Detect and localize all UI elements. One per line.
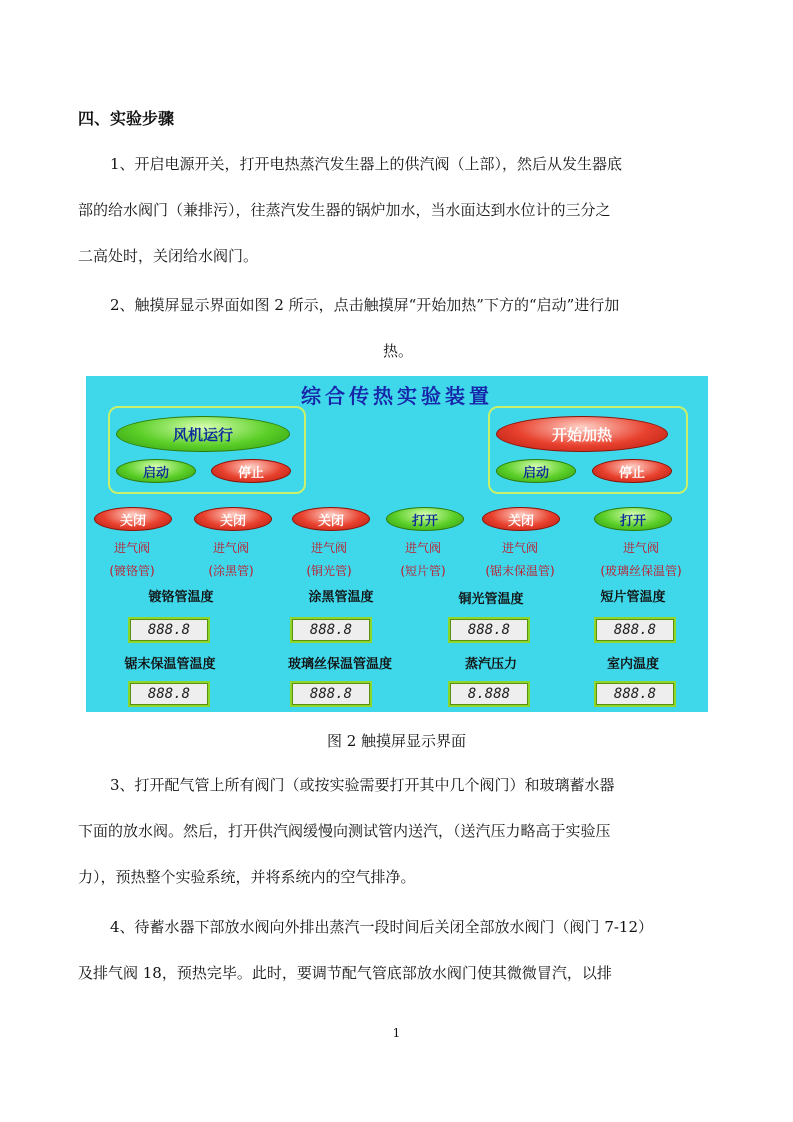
heating-label: 开始加热: [551, 425, 612, 444]
valve-button-short[interactable]: [386, 507, 464, 531]
measure-label: 涂黑管温度: [308, 590, 374, 605]
text-line: 及排气阀 18，预热完毕。此时，要调节配气管底部放水阀门使其微微冒汽，以排: [78, 964, 612, 982]
fan-stop-button[interactable]: [211, 459, 291, 483]
pressure-display: 8.888: [448, 681, 530, 707]
valve-label-line1: 进气阀: [501, 541, 538, 555]
temperature-display: 888.8: [290, 617, 372, 643]
figure-caption: 图 2 触摸屏显示界面: [326, 732, 467, 750]
valve-button-glassfiber[interactable]: [594, 507, 672, 531]
panel-title: 综合传热实验装置: [301, 384, 493, 408]
valve-label-line1: 进气阀: [212, 541, 249, 555]
valve-label-line1: 进气阀: [622, 541, 659, 555]
heat-start-button[interactable]: [496, 459, 576, 483]
valve-label: [288, 539, 370, 579]
paragraph-step-4: [78, 904, 718, 996]
measure-label: 短片管温度: [600, 590, 666, 605]
valve-button-chrome[interactable]: [94, 507, 172, 531]
valve-label: [576, 539, 706, 579]
text-line: 4、待蓄水器下部放水阀向外排出蒸汽一段时间后关闭全部放水阀门（阀门 7-12）: [110, 918, 654, 936]
text-line: 部的给水阀门（兼排污），往蒸汽发生器的锅炉加水，当水面达到水位计的三分之: [78, 201, 611, 219]
fan-running-label: 风机运行: [172, 425, 233, 444]
valve-button-black[interactable]: [194, 507, 272, 531]
valve-state: 关闭: [317, 513, 344, 529]
valve-label-line2: (玻璃丝保温管): [600, 564, 682, 578]
stop-label: 停止: [618, 465, 645, 481]
heat-stop-button[interactable]: [592, 459, 672, 483]
valve-label-line2: (锯末保温管): [485, 564, 555, 578]
valve-state: 打开: [619, 513, 646, 529]
valve-label: [382, 539, 464, 579]
valve-label-line2: (涂黑管): [208, 564, 254, 578]
text-line: 二高处时，关闭给水阀门。: [78, 247, 259, 265]
valve-label-line1: 进气阀: [310, 541, 347, 555]
measure-label: 铜光管温度: [458, 592, 524, 607]
text-line: 下面的放水阀。然后，打开供汽阀缓慢向测试管内送汽，（送汽压力略高于实验压: [78, 822, 611, 840]
temperature-display: 888.8: [128, 681, 210, 707]
valve-label-line2: (镀铬管): [109, 564, 155, 578]
valve-label-line1: 进气阀: [113, 541, 150, 555]
measure-label: 锯末保温管温度: [124, 657, 216, 672]
valve-state: 关闭: [219, 513, 246, 529]
measure-label: 蒸汽压力: [464, 657, 517, 672]
valve-label-line2: (短片管): [400, 564, 446, 578]
valve-state: 关闭: [507, 513, 534, 529]
fan-start-button[interactable]: [116, 459, 196, 483]
text-line: 2、触摸屏显示界面如图 2 所示，点击触摸屏“开始加热”下方的“启动”进行加: [110, 296, 620, 314]
fan-running-indicator: [116, 416, 290, 452]
valve-button-copper[interactable]: [292, 507, 370, 531]
measure-label: 室内温度: [606, 657, 659, 672]
paragraph-step-1: [78, 141, 718, 279]
start-label: 启动: [522, 465, 549, 481]
valve-label-line1: 进气阀: [404, 541, 441, 555]
valve-state: 打开: [411, 513, 438, 529]
temperature-display: 888.8: [448, 617, 530, 643]
heating-indicator: [496, 416, 668, 452]
valve-label: [464, 539, 576, 579]
valve-label-line2: (铜光管): [306, 564, 352, 578]
temperature-display: 888.8: [128, 617, 210, 643]
page-number: 1: [392, 1026, 401, 1040]
stop-label: 停止: [237, 465, 264, 481]
valve-label: [190, 539, 272, 579]
text-line: 3、打开配气管上所有阀门（或按实验需要打开其中几个阀门）和玻璃蓄水器: [110, 776, 615, 794]
text-line: 热。: [382, 342, 413, 360]
paragraph-step-3: [78, 762, 718, 900]
temperature-display: 888.8: [594, 617, 676, 643]
valve-label: [92, 539, 172, 579]
text-line: 力），预热整个实验系统，并将系统内的空气排净。: [78, 868, 416, 886]
temperature-display: 888.8: [290, 681, 372, 707]
paragraph-step-2: [78, 282, 718, 374]
section-heading: 四、实验步骤: [78, 109, 175, 128]
text-line: 1、开启电源开关，打开电热蒸汽发生器上的供汽阀（上部），然后从发生器底: [110, 155, 623, 173]
start-label: 启动: [142, 465, 169, 481]
measure-label: 镀铬管温度: [148, 590, 214, 605]
temperature-display: 888.8: [594, 681, 676, 707]
touch-screen-figure: [86, 376, 708, 712]
valve-button-sawdust[interactable]: [482, 507, 560, 531]
valve-state: 关闭: [119, 513, 146, 529]
measure-label: 玻璃丝保温管温度: [287, 657, 392, 672]
